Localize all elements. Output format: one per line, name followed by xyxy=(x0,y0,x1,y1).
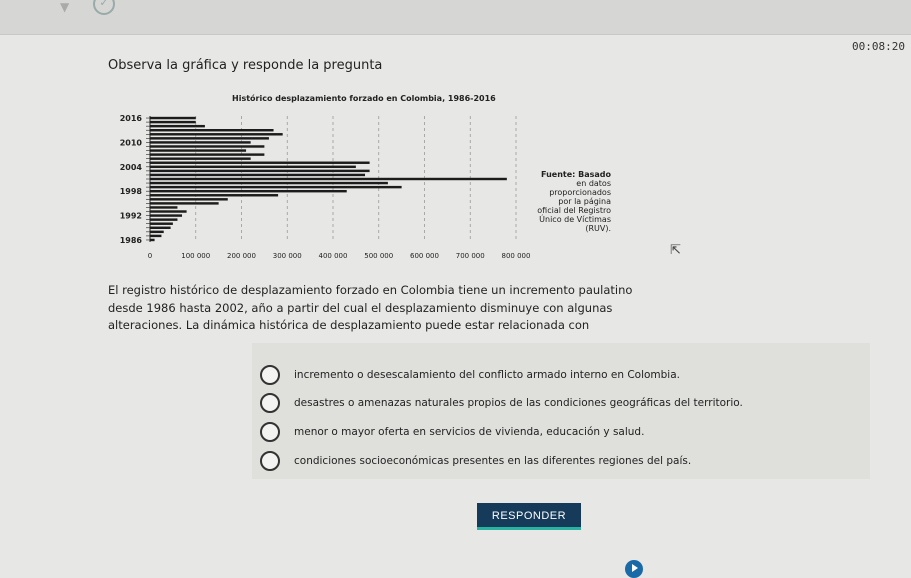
bar-2014 xyxy=(150,125,205,127)
bar-2010 xyxy=(150,141,251,143)
bar-2009 xyxy=(150,145,264,147)
x-tick-label: 800 000 xyxy=(501,252,531,260)
y-tick-label: 2004 xyxy=(119,162,142,172)
radio-button[interactable] xyxy=(260,451,280,471)
bar-1997 xyxy=(150,194,278,196)
radio-button[interactable] xyxy=(260,393,280,413)
bar-2015 xyxy=(150,121,196,123)
option-2[interactable] xyxy=(252,389,870,417)
bar-1996 xyxy=(150,198,228,200)
bar-2002 xyxy=(150,174,365,176)
x-tick-label: 600 000 xyxy=(410,252,439,260)
bar-1992 xyxy=(150,214,182,216)
bar-2005 xyxy=(150,162,370,164)
y-tick-label: 2016 xyxy=(119,114,142,124)
bar-1987 xyxy=(150,235,161,237)
question-title: Observa la gráfica y responde la pregunta xyxy=(108,58,383,73)
bar-1990 xyxy=(150,222,173,224)
source-line: oficial del Registro xyxy=(537,206,611,215)
bar-1999 xyxy=(150,186,402,188)
bar-1988 xyxy=(150,231,164,233)
top-bar xyxy=(0,0,911,35)
radio-button[interactable] xyxy=(260,365,280,385)
chevron-down-icon[interactable]: ▼ xyxy=(60,0,70,14)
bar-2007 xyxy=(150,153,264,155)
x-tick-label: 200 000 xyxy=(227,252,256,260)
chart-title: Histórico desplazamiento forzado en Colombia, 1986-2016 xyxy=(232,94,496,103)
bar-2006 xyxy=(150,157,251,159)
x-tick-label: 500 000 xyxy=(364,252,394,260)
bar-1993 xyxy=(150,210,187,212)
x-tick-label: 0 xyxy=(147,252,153,260)
bar-1995 xyxy=(150,202,219,204)
source-line: proporcionados xyxy=(549,188,611,197)
bar-1986 xyxy=(150,239,155,241)
x-tick-label: 300 000 xyxy=(272,252,302,260)
x-tick-label: 100 000 xyxy=(181,252,211,260)
source-line: en datos xyxy=(576,179,611,188)
question-body: El registro histórico de desplazamiento forzado en Colombia tiene un incremento paulatino desde 1986 hasta 2002, año a partir del cual el desplazamiento disminuye con algunas alteraciones. La dinámica histórica de desplazamiento puede estar relacionada con xyxy=(108,283,633,332)
bar-2012 xyxy=(150,133,283,135)
option-label: incremento o desescalamiento del conflicto armado interno en Colombia. xyxy=(294,369,680,381)
bar-1989 xyxy=(150,227,171,229)
bar-2003 xyxy=(150,170,370,172)
option-label: menor o mayor oferta en servicios de vivienda, educación y salud. xyxy=(294,426,645,438)
play-icon[interactable] xyxy=(625,560,643,578)
bar-2013 xyxy=(150,129,274,131)
bar-2001 xyxy=(150,178,507,180)
option-4[interactable] xyxy=(252,447,870,475)
x-tick-label: 700 000 xyxy=(455,252,485,260)
bar-2004 xyxy=(150,166,356,168)
cursor-icon: ⇱ xyxy=(670,243,681,258)
bar-2016 xyxy=(150,117,196,119)
bar-1998 xyxy=(150,190,347,192)
source-line: Único de Víctimas xyxy=(539,215,611,224)
chart-source-note xyxy=(527,170,611,233)
source-line: por la página xyxy=(558,197,611,206)
y-tick-label: 2010 xyxy=(119,138,142,148)
x-tick-label: 400 000 xyxy=(318,252,348,260)
bar-2000 xyxy=(150,182,388,184)
y-tick-label: 1986 xyxy=(119,235,142,245)
option-3[interactable] xyxy=(252,418,870,446)
option-label: desastres o amenazas naturales propios de las condiciones geográficas del territorio. xyxy=(294,397,743,409)
timer: 00:08:20 xyxy=(852,40,905,53)
radio-button[interactable] xyxy=(260,422,280,442)
respond-button[interactable]: RESPONDER xyxy=(477,503,581,530)
option-1[interactable] xyxy=(252,361,870,389)
source-line: (RUV). xyxy=(585,224,611,233)
y-tick-label: 1998 xyxy=(119,187,142,197)
answer-options xyxy=(252,343,870,479)
bar-1991 xyxy=(150,218,177,220)
bar-1994 xyxy=(150,206,177,208)
y-tick-label: 1992 xyxy=(119,211,142,221)
bar-2008 xyxy=(150,149,246,151)
bar-2011 xyxy=(150,137,269,139)
option-label: condiciones socioeconómicas presentes en las diferentes regiones del país. xyxy=(294,455,692,467)
source-line: Fuente: Basado xyxy=(541,170,611,179)
check-circle-icon[interactable]: ✓ xyxy=(93,0,115,15)
